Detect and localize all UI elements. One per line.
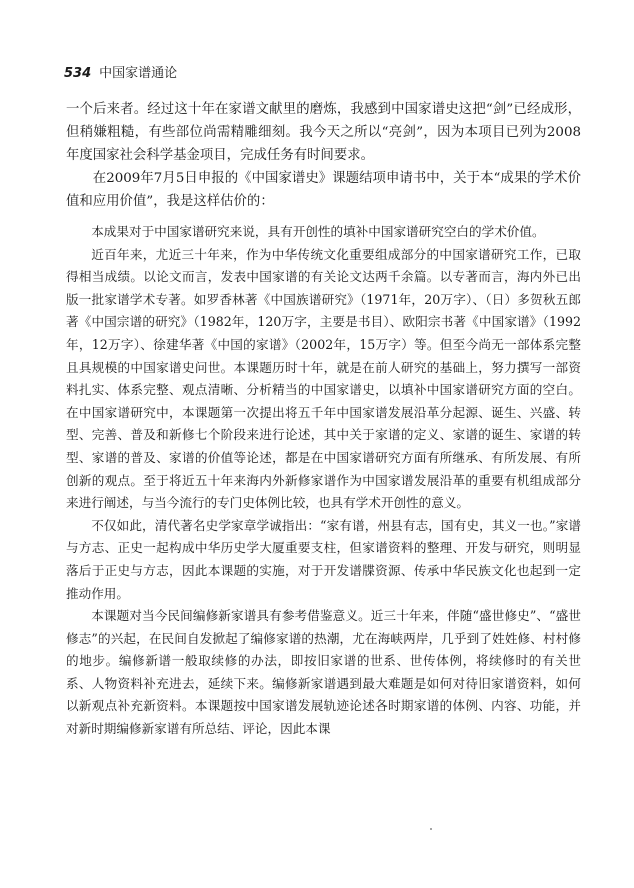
quoted-paragraph-zhang-xuecheng: 不仅如此，清代著名史学家章学诚指出：“家有谱，州县有志，国有史，其义一也。”家谱与方志、正史一起构成中华历史学大厦重要支柱，但家谱资料的整理、开发与研究，则明显落后于正史与方志，因此本课题的实施，对于开发谱牒资源、传承中华民族文化也起到一定推动作用。: [66, 517, 581, 601]
scan-speck: [430, 828, 432, 830]
running-head: [64, 66, 177, 82]
paragraph-application-intro: 在2009年7月5日申报的《中国家谱史》课题结项申请书中，关于本“成果的学术价值和应用价值”，我是这样估价的：: [66, 171, 581, 209]
book-title: 中国家谱通论: [99, 66, 178, 81]
quoted-paragraph-new-genealogy: 本课题对当今民间编修新家谱具有参考借鉴意义。近三十年来，伴随“盛世修史”、“盛世修志”的兴起，在民间自发掀起了编修家谱的热潮，尤在海峡两岸，几乎到了姓姓修、村村修的地步。编修新谱一般取续修的办法，即按旧家谱的世系、世传体例，将续修时的有关世系、人物资料补充进去，延续下来。编修新家谱遇到最大难题是如何对待旧家谱资料，如何以新观点补充新资料。本课题按中国家谱发展轨迹论述各时期家谱的体例、内容、功能，并对新时期编修新家谱有所总结、评论，因此本课: [66, 608, 581, 737]
paragraph-continuation: 一个后来者。经过这十年在家谱文献里的磨炼，我感到中国家谱史这把“剑”已经成形，但稍嫌粗糙，有些部位尚需精雕细刻。我今天之所以“亮剑”，因为本项目已列为2008年度国家社会科学基金项目，完成任务有时间要求。: [66, 102, 581, 163]
quoted-paragraph-research-history: 近百年来，尤近三十年来，作为中华传统文化重要组成部分的中国家谱研究工作，已取得相当成绩。以论文而言，发表中国家谱的有关论文达两千余篇。以专著而言，海内外已出版一批家谱学术专著。如罗香林著《中国族谱研究》（1971年，20万字）、（日）多贺秋五郎著《中国宗谱的研究》（1982年，120万字，主要是书目）、欧阳宗书著《中国家谱》（1992年，12万字）、徐建华著《中国的家谱》（2002年，15万字）等。但至今尚无一部体系完整且具规模的中国家谱史问世。本课题历时十年，就是在前人研究的基础上，努力撰写一部资料扎实、体系完整、观点清晰、分析精当的中国家谱史，以填补中国家谱研究方面的空白。在中国家谱研究中，本课题第一次提出将五千年中国家谱发展沿革分起源、诞生、兴盛、转型、完善、普及和新修七个阶段来进行论述，其中关于家谱的定义、家谱的诞生、家谱的转型、家谱的普及、家谱的价值等论述，都是在中国家谱研究方面有所继承、有所发展、有所创新的观点。至于将近五十年来海内外新修家谱作为中国家谱发展沿革的重要有机组成部分来进行阐述，与当今流行的专门史体例比较，也具有学术开创性的意义。: [66, 246, 581, 511]
page-number: 534: [64, 66, 92, 81]
quoted-paragraph-academic-value: 本成果对于中国家谱研究来说，具有开创性的填补中国家谱研究空白的学术价值。: [91, 224, 545, 239]
body-text: [66, 98, 581, 741]
